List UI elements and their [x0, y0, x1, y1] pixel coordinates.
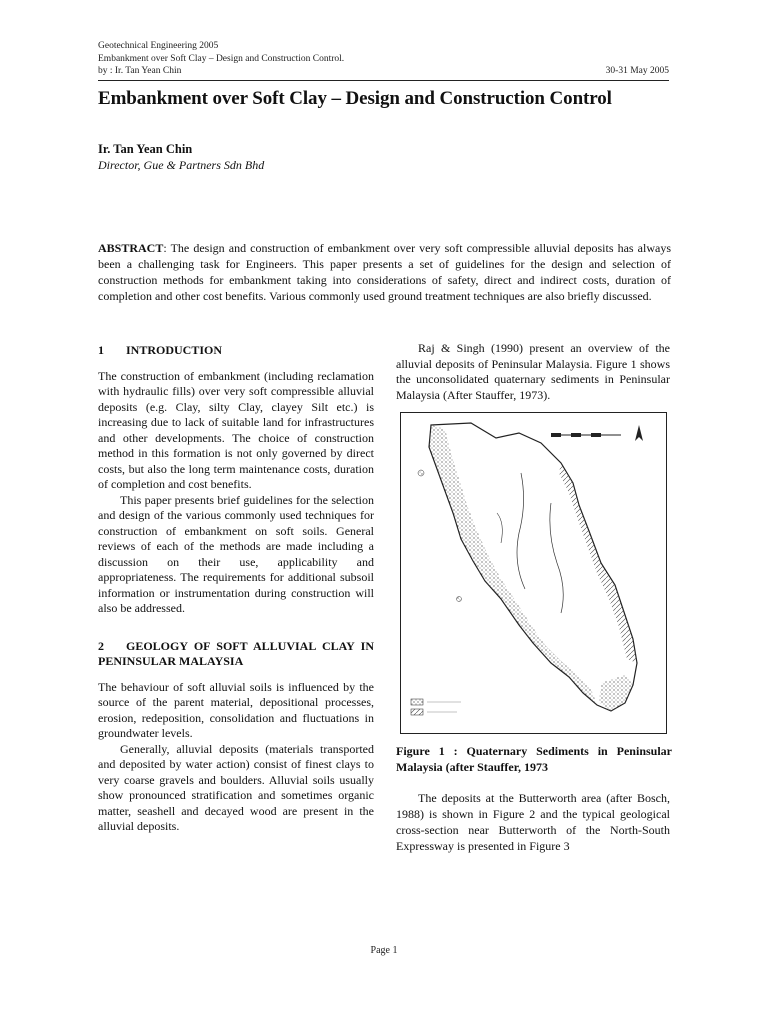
section-2-heading [98, 639, 374, 670]
paper-title: Embankment over Soft Clay – Design and Construction Control [98, 88, 612, 109]
section-1-number: 1 [98, 343, 104, 357]
author-name: Ir. Tan Yean Chin [98, 142, 193, 156]
header-author: by : Ir. Tan Yean Chin [98, 66, 182, 76]
figure-1-map [400, 412, 667, 734]
section-2-paragraph-1: The behaviour of soft alluvial soils is influenced by the source of the parent material, depositional processes, erosion, redeposition, consolidation and fluctuations in groundwater levels. [98, 679, 374, 740]
section-1-paragraph-2: This paper presents brief guidelines for the selection and design of the various commonly used techniques for construction of embankment on soft soils. General reviews of each of the methods are made including a discussion on their use, applicability and appropriateness. The requirements for additional subsoil information or instrumentation during construction will also be addressed. [98, 492, 374, 615]
running-header [98, 40, 669, 81]
right-paragraph-2: The deposits at the Butterworth area (after Bosch, 1988) is shown in Figure 2 and the typical geological cross-section near Butterworth of the North-South Expressway is presented in Figure 3 [396, 791, 670, 853]
page-number: Page 1 [370, 945, 398, 956]
section-1-paragraph-1: The construction of embankment (including reclamation with hydraulic fills) over very soft compressible alluvial deposits (e.g. Clay, silty Clay, clayey Silt etc.) is increasing due to lack of suitable land for infrastructures and other developments. The choice of construction method in this formation is not only governed by direct costs, but also the long term maintenance costs, duration of completion and cost benefits. [98, 368, 374, 491]
right-paragraph-1: Raj & Singh (1990) present an overview of the alluvial deposits of Peninsular Malaysia. Figure 1 shows the unconsolidated quaternary sediments in Peninsular Malaysia (After Stauffer, 1973). [396, 341, 670, 402]
abstract [98, 240, 671, 304]
peninsular-malaysia-map-icon [401, 413, 667, 734]
author-affiliation: Director, Gue & Partners Sdn Bhd [98, 158, 265, 172]
right-column [396, 341, 670, 403]
abstract-label: ABSTRACT [98, 241, 164, 255]
figure-1-caption: Figure 1 : Quaternary Sediments in Peninsular Malaysia (after Stauffer, 1973 [396, 744, 672, 774]
abstract-text: : The design and construction of embankment over very soft compressible alluvial deposits has always been a challenging task for Engineers. This paper presents a set of guidelines for the design and selection of construction methods for embankment taking into considerations of safety, direct and indirect costs, duration of completion and other cost benefits. Various commonly used ground treatment techniques are also briefly discussed. [98, 241, 671, 303]
section-1-title: INTRODUCTION [126, 343, 223, 357]
section-1-heading [98, 343, 374, 359]
header-date: 30-31 May 2005 [605, 66, 669, 76]
header-paper-title: Embankment over Soft Clay – Design and Construction Control. [98, 53, 345, 64]
section-2-paragraph-2: Generally, alluvial deposits (materials transported and deposited by water action) consist of finest clays to very coarse gravels and boulders. Alluvial soils usually show pronounced stratification and sometimes organic matter, seashell and decayed wood are present in the alluvial deposits. [98, 741, 374, 833]
header-author-row [98, 65, 669, 78]
left-column [98, 343, 374, 835]
header-conference: Geotechnical Engineering 2005 [98, 41, 219, 51]
section-2-title: GEOLOGY OF SOFT ALLUVIAL CLAY IN PENINSULAR MALAYSIA [98, 638, 374, 668]
section-2-number: 2 [98, 638, 104, 653]
